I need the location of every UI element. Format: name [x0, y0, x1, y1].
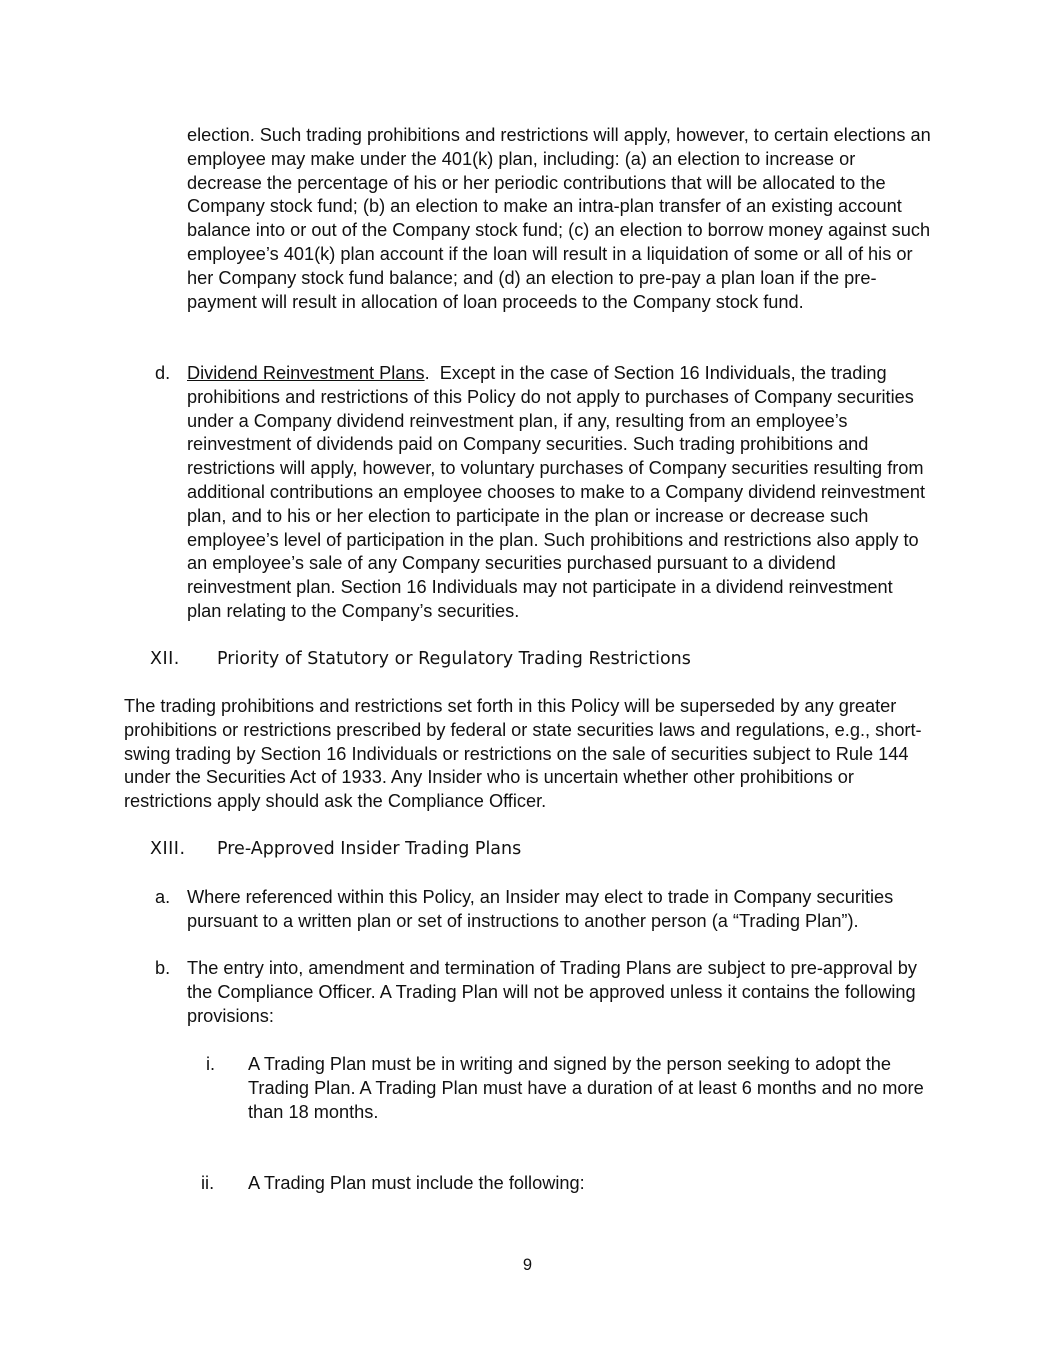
item-a-body: Where referenced within this Policy, an Insider may elect to trade in Company securities pursuant to a written plan or set of instructions to another person (a “Trading Plan”).	[187, 887, 894, 931]
continuation-paragraph: election. Such trading prohibitions and restrictions will apply, however, to certain elections an employee may make under the 401(k) plan, including: (a) an election to increase or decrease the percentage of his or her periodic contributions that will be allocated to the Company stock fund; (b) an election to make an intra-plan transfer of an existing account balance into or out of the Company stock fund; (c) an election to borrow money against such employee’s 401(k) plan account if the loan will result in a liquidation of some or all of his or her Company stock fund balance; and (d) an election to pre-pay a plan loan if the pre-payment will result in allocation of loan proceeds to the Company stock fund.	[187, 125, 931, 312]
item-b-marker: b.	[155, 958, 171, 978]
section-xii-body: The trading prohibitions and restrictions set forth in this Policy will be superseded by any greater prohibitions or restrictions prescribed by federal or state securities laws and regulations, e.g., short-swing trading by Section 16 Individuals or restrictions on the sale of securities subject to Rule 144 under the Securities Act of 1933. Any Insider who is uncertain whether other prohibitions or restrictions apply should ask the Compliance Officer.	[124, 696, 922, 812]
sub-item-i-marker: i.	[206, 1054, 216, 1074]
item-d-body: Except in the case of Section 16 Individuals, the trading prohibitions and restrictions of this Policy do not apply to purchases of Company securities under a Company dividend reinvestment plan, if any, resulting from an employee’s reinvestment of dividends paid on Company securities. Such trading prohibitions and restrictions will apply, however, to voluntary purchases of Company securities resulting from additional contributions an employee chooses to make to a Company dividend reinvestment plan, and to his or her election to participate in the plan or increase or decrease such employee’s level of participation in the plan. Such prohibitions and restrictions also apply to an employee’s sale of any Company securities purchased pursuant to a dividend reinvestment plan. Section 16 Individuals may not participate in a dividend reinvestment plan relating to the Company’s securities.	[187, 363, 926, 621]
item-d-title: Dividend Reinvestment Plans	[187, 363, 425, 383]
sub-item-i-body: A Trading Plan must be in writing and signed by the person seeking to adopt the Trading Plan. A Trading Plan must have a duration of at least 6 months and no more than 18 months.	[248, 1054, 924, 1122]
section-xii-title: Priority of Statutory or Regulatory Trading Restrictions	[217, 649, 691, 669]
section-xii-number: XII.	[150, 649, 180, 669]
item-b-body: The entry into, amendment and termination of Trading Plans are subject to pre-approval by the Compliance Officer. A Trading Plan will not be approved unless it contains the following provisions:	[187, 958, 917, 1026]
item-a-marker: a.	[155, 887, 171, 907]
page-number: 9	[522, 1256, 533, 1274]
sub-item-ii-marker: ii.	[201, 1173, 215, 1193]
item-d-marker: d.	[155, 363, 171, 383]
sub-item-ii-body: A Trading Plan must include the following:	[248, 1173, 585, 1193]
section-xiii-title: Pre-Approved Insider Trading Plans	[217, 839, 522, 859]
item-d-paragraph	[187, 362, 932, 624]
item-d-title-suffix: .	[424, 363, 430, 383]
section-xiii-number: XIII.	[150, 839, 186, 859]
